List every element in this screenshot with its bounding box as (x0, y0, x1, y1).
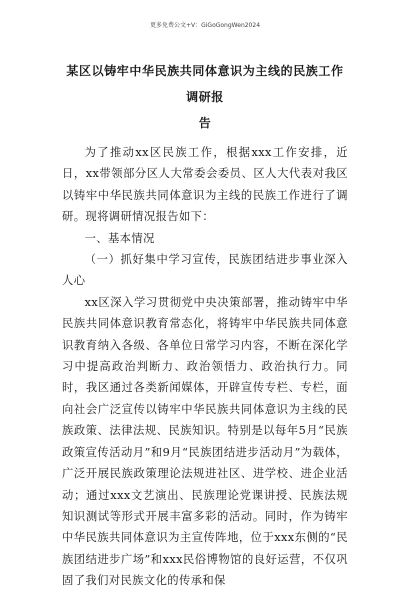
watermark-text: 更多免费公文+V：GiGoGongWen2024 (149, 22, 261, 29)
intro-paragraph: 为了推动xx区民族工作，根据xxx工作安排，近日，xx带领部分区人大常委会委员、区人大代表对我区以铸牢中华民族共同体意识为主线的民族工作进行了调研。现将调研情况报告如下： (62, 146, 348, 224)
subsection-heading: （一）抓好集中学习宣传，民族团结进步事业深入人心 (62, 253, 348, 288)
document-title (62, 58, 348, 136)
body-paragraph: xx区深入学习贯彻党中央决策部署，推动铸牢中华民族共同体意识教育常态化，将铸牢中华民族共同体意识教育纳入各级、各单位日常学习内容，不断在深化学习中提高政治判断力、政治领悟力、政治执行力。同时，我区通过各类新闻媒体，开辟宣传专栏、专栏，面向社会广泛宣传以铸牢中华民族共同体意识为主线的民族政策、法律法规、民族知识。特别是以每年5月“民族政策宣传活动月”和9月“民族团结进步活动月”为载体，广泛开展民族政策理论法规进社区、进学校、进企业活动；通过xxx文艺演出、民族理论党课讲授、民族法规知识测试等形式开展丰富多彩的活动。同时，作为铸牢中华民族共同体意识为主宣传阵地，位于xxx东侧的“民族团结进步广场”和xxx民俗博物馆的良好运营，不仅巩固了我们对民族文化的传承和保 (62, 295, 348, 588)
title-line-2: 告 (198, 116, 212, 130)
section-heading: 一、基本情况 (84, 231, 155, 245)
document-body (62, 142, 348, 592)
title-line-1: 某区以铸牢中华民族共同体意识为主线的民族工作调研报 (66, 64, 344, 104)
